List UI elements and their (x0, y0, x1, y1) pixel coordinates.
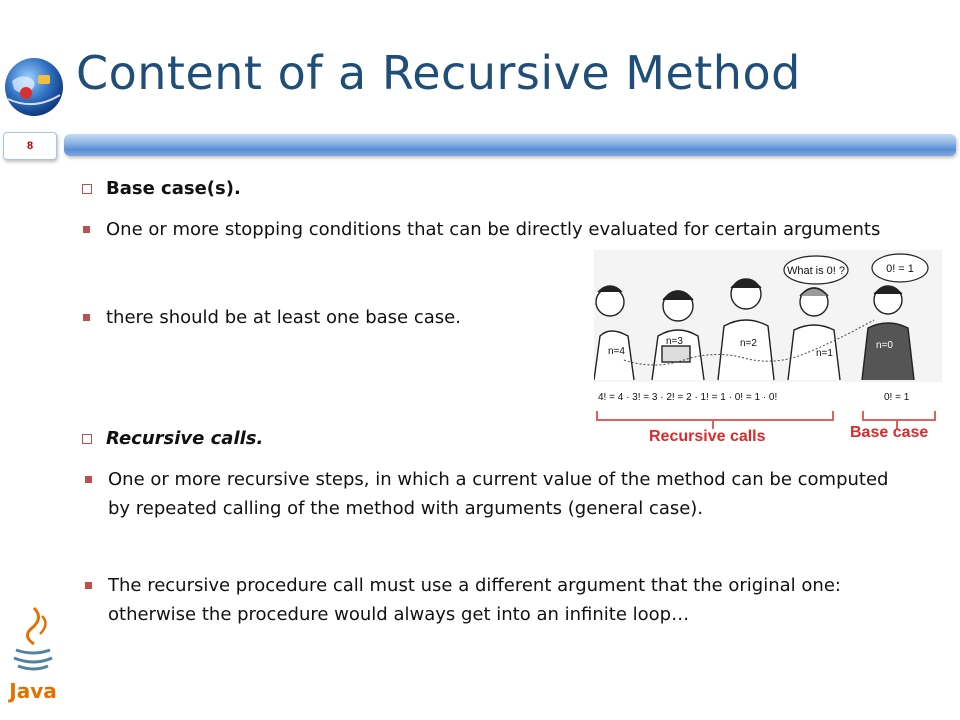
shirt-label: n=4 (608, 346, 625, 357)
bullet-marker-icon (85, 582, 92, 589)
bullet-text: One or more recursive steps, in which a current value of the method can be computed by repeated calling of the method with arguments (general case). (108, 469, 889, 519)
recursion-cartoon-figure (594, 250, 942, 410)
globe-logo-icon (2, 55, 66, 119)
base-equation-text: 0! = 1 (884, 392, 910, 403)
section-marker-icon (82, 434, 92, 444)
bubble-answer: 0! = 1 (886, 263, 914, 275)
section-marker-icon (82, 184, 92, 194)
base-case-heading-text: Base case(s). (106, 178, 241, 199)
bullet-recursive-steps (85, 465, 905, 523)
bullet-text: there should be at least one base case. (106, 307, 461, 328)
caption-base-case: Base case (850, 424, 929, 441)
caption-recursive-calls: Recursive calls (649, 428, 766, 445)
bullet-at-least-one (83, 303, 603, 333)
equation-text: 4! = 4 · 3! = 3 · 2! = 2 · 1! = 1 · 0! = 1 · 0! (598, 392, 778, 403)
slide-number: 8 (3, 132, 57, 160)
bullet-marker-icon (83, 314, 90, 321)
shirt-label: n=2 (740, 338, 757, 349)
header-rule-bar (64, 134, 956, 156)
java-logo-icon (4, 604, 62, 704)
shirt-label: n=0 (876, 340, 893, 351)
page-title: Content of a Recursive Method (76, 46, 801, 100)
shirt-label: n=3 (666, 336, 683, 347)
shirt-label: n=1 (816, 348, 833, 359)
recursive-bracket (596, 411, 834, 421)
bullet-text: One or more stopping conditions that can be directly evaluated for certain arguments (106, 219, 881, 240)
base-case-heading (78, 178, 241, 199)
svg-text:Java: Java (9, 679, 57, 703)
bullet-marker-icon (83, 226, 90, 233)
bullet-stopping-conditions (83, 215, 883, 251)
base-bracket (862, 411, 936, 421)
bullet-text: The recursive procedure call must use a different argument that the original one: otherwise the procedure would always get into an infinite loop… (108, 575, 841, 625)
recursive-calls-heading (78, 428, 263, 449)
bullet-different-argument (85, 571, 905, 629)
bubble-question: What is 0! ? (786, 265, 846, 277)
bullet-marker-icon (85, 476, 92, 483)
recursive-calls-heading-text: Recursive calls. (106, 428, 264, 449)
